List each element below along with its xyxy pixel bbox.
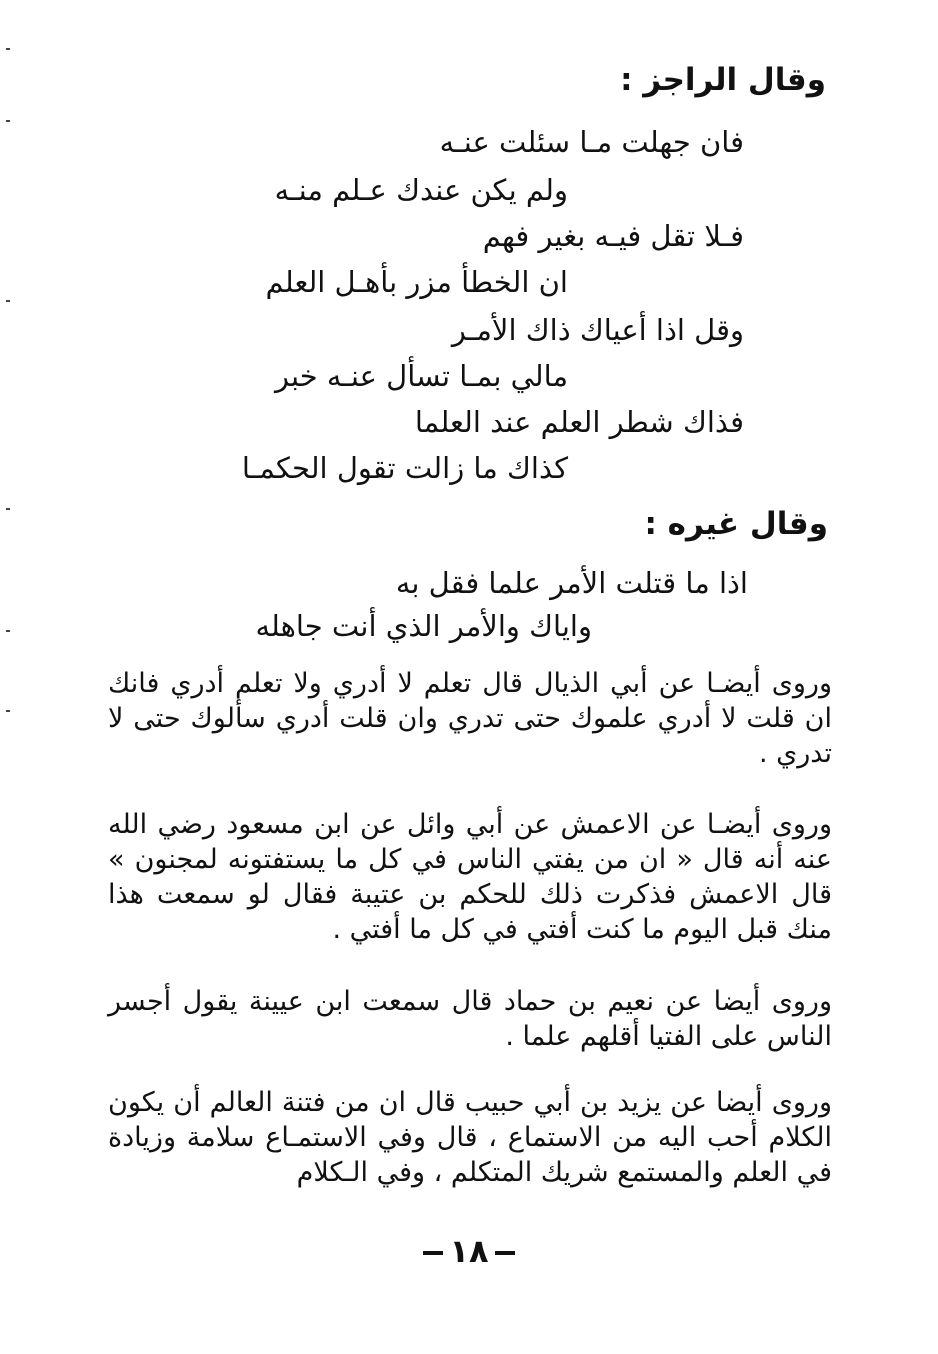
poem-line: فذاك شطر العلم عند العلما (414, 405, 744, 439)
poem-line: فان جهلت مـا سئلت عنـه (439, 125, 744, 159)
poem-line: اذا ما قتلت الأمر علما فقل به (395, 566, 748, 600)
scan-edge-mark (6, 300, 10, 302)
dash-decoration (495, 1251, 515, 1255)
page-number-value: ١٨ (449, 1232, 489, 1270)
poem-line: واياك والأمر الذي أنت جاهله (255, 609, 592, 643)
section-heading: وقال الراجز : (620, 62, 826, 98)
paragraph: وروى أيضا عن يزيد بن أبي حبيب قال ان من فتنة العالم أن يكون الكلام أحب اليه من الاستماع ، قال وفي الاستمـاع سلامة وزيادة في العلم والمستمع شريك المتكلم ، وفي الـكلام (108, 1087, 832, 1188)
scan-edge-mark (6, 710, 10, 712)
poem-line: وقل اذا أعياك ذاك الأمـر (451, 313, 744, 347)
scan-edge-mark (6, 508, 10, 510)
poem-line: كذاك ما زالت تقول الحكمـا (241, 451, 568, 485)
scan-edge-mark (6, 48, 10, 50)
poem-line: ان الخطأ مزر بأهـل العلم (265, 265, 568, 299)
poem-line: مالي بمـا تسأل عنـه خبر (274, 359, 568, 393)
scan-edge-mark (6, 120, 10, 122)
paragraph: وروى أيضا عن نعيم بن حماد قال سمعت ابن عيينة يقول أجسر الناس على الفتيا أقلهم علما . (108, 986, 832, 1052)
poem-line: فـلا تقل فيـه بغير فهم (482, 219, 744, 253)
page-number (0, 1232, 938, 1270)
section-heading: وقال غيره : (644, 506, 828, 542)
poem-line: ولم يكن عندك عـلم منـه (274, 173, 568, 207)
paragraph: وروى أيضـا عن أبي الذيال قال تعلم لا أدري ولا تعلم أدري فانك ان قلت لا أدري علموك حتى تدري وان قلت أدري سألوك حتى لا تدري . (108, 668, 832, 769)
dash-decoration (423, 1251, 443, 1255)
scan-edge-mark (6, 630, 10, 632)
paragraph: وروى أيضـا عن الاعمش عن أبي وائل عن ابن مسعود رضي الله عنه أنه قال « ان من يفتي الناس في كل ما يستفتونه لمجنون » قال الاعمش فذكرت ذلك للحكم بن عتيبة فقال لو سمعت هذا منك قبل اليوم ما كنت أفتي في كل ما أفتي . (108, 809, 832, 945)
